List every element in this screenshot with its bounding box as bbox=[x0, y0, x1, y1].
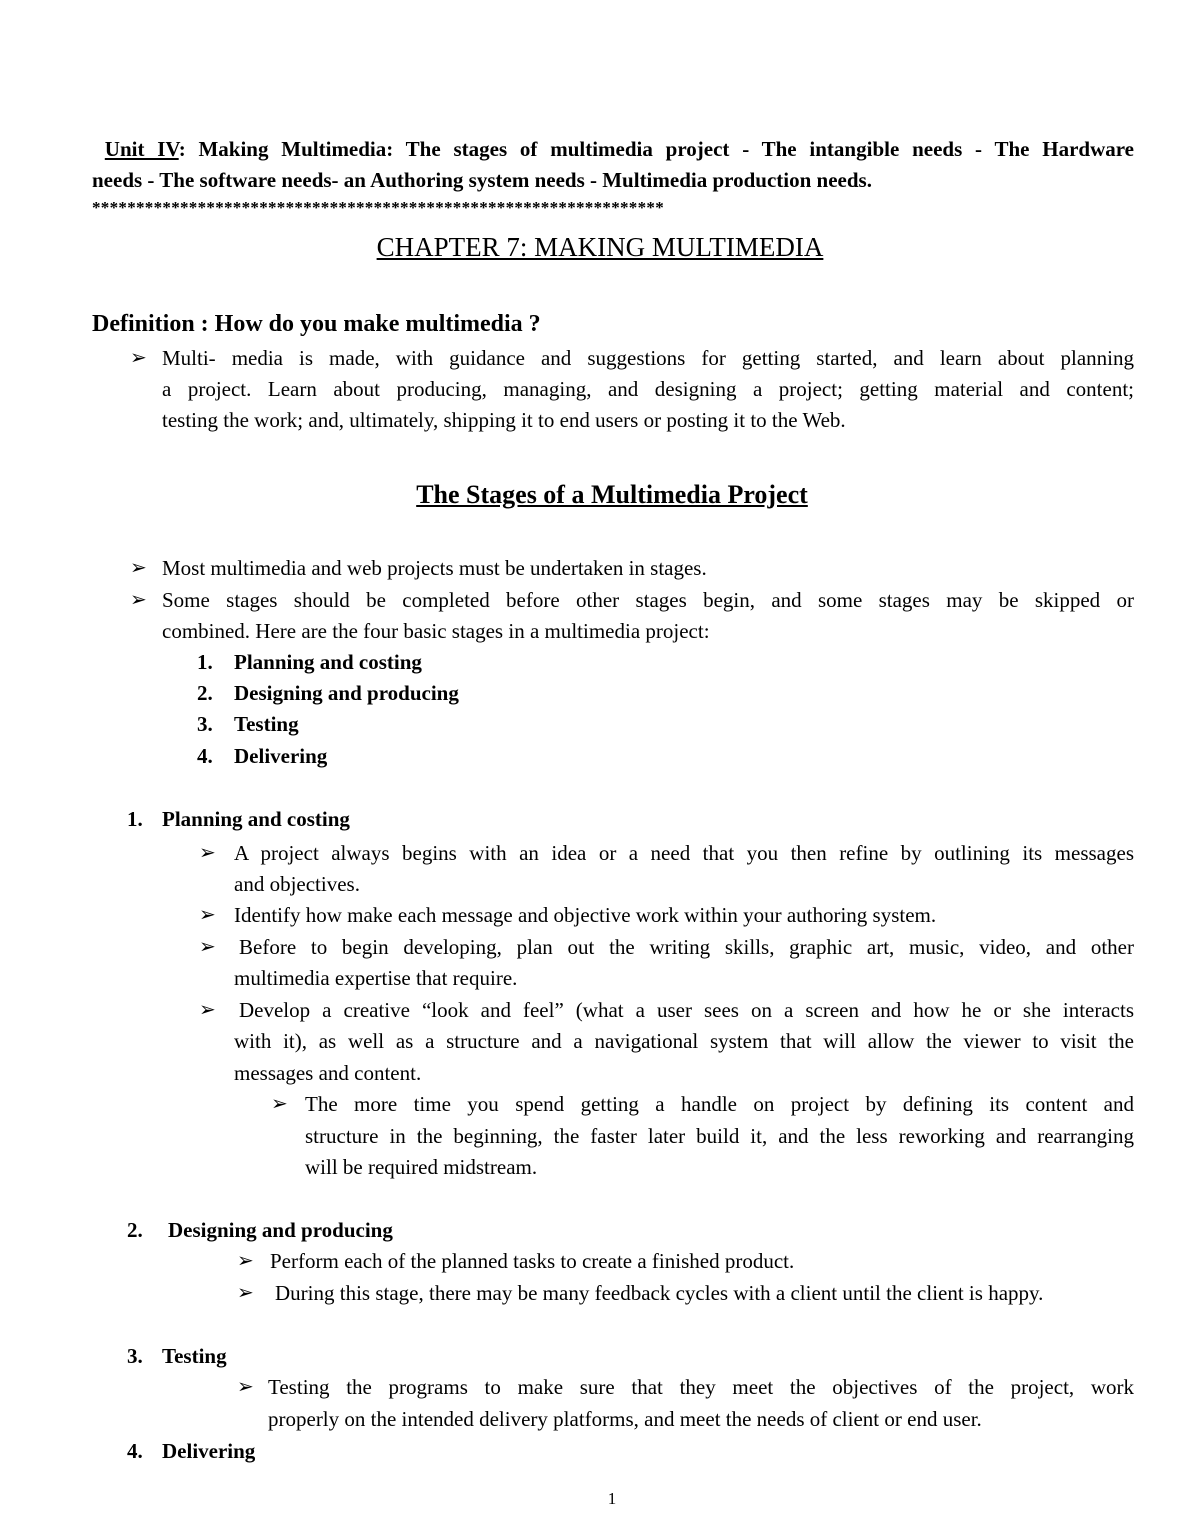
section-3-heading: Testing bbox=[162, 1344, 227, 1368]
section-2-number: 2. bbox=[127, 1218, 143, 1242]
unit-header-line-2: needs - The software needs- an Authoring system needs - Multimedia production needs. bbox=[92, 168, 872, 192]
definition-text-line-3: testing the work; and, ultimately, shipping it to end users or posting it to the Web. bbox=[162, 408, 846, 432]
bullet-arrow-icon: ➢ bbox=[237, 1376, 254, 1398]
star-divider: ***************************************************************** bbox=[92, 198, 664, 217]
intro-bullet-2-line-1: Some stages should be completed before other stages begin, and some stages may be skipped or bbox=[162, 588, 1134, 612]
stages-title: The Stages of a Multimedia Project bbox=[416, 480, 808, 509]
stage-list-number: 1. bbox=[197, 650, 213, 674]
section-1-bullet-3-line-1: Before to begin developing, plan out the writing skills, graphic art, music, video, and other bbox=[239, 935, 1134, 959]
intro-bullet-2-line-2: combined. Here are the four basic stages in a multimedia project: bbox=[162, 619, 710, 643]
section-2-bullet-2: During this stage, there may be many feedback cycles with a client until the client is happy. bbox=[275, 1281, 1044, 1305]
unit-topics-1: : Making Multimedia: The stages of multimedia project - The intangible needs - The Hardware bbox=[178, 137, 1134, 161]
section-1-bullet-2: Identify how make each message and objective work within your authoring system. bbox=[234, 903, 937, 927]
stage-list-number: 4. bbox=[197, 744, 213, 768]
bullet-arrow-icon: ➢ bbox=[199, 842, 216, 864]
definition-heading: Definition : How do you make multimedia ? bbox=[92, 311, 541, 337]
unit-label: Unit IV bbox=[104, 137, 179, 161]
bullet-arrow-icon: ➢ bbox=[199, 904, 216, 926]
stage-list-number: 3. bbox=[197, 712, 213, 736]
definition-text-line-1: Multi- media is made, with guidance and suggestions for getting started, and learn about planning bbox=[162, 346, 1134, 370]
section-3-number: 3. bbox=[127, 1344, 143, 1368]
section-1-number: 1. bbox=[127, 807, 143, 831]
section-1-bullet-4-line-2: with it), as well as a structure and a navigational system that will allow the viewer to visit the bbox=[234, 1029, 1134, 1053]
section-4-number: 4. bbox=[127, 1439, 143, 1463]
section-2-bullet-1: Perform each of the planned tasks to create a finished product. bbox=[270, 1249, 795, 1273]
section-2-heading: Designing and producing bbox=[168, 1218, 393, 1242]
section-1-bullet-1-line-2: and objectives. bbox=[234, 872, 360, 896]
section-1-bullet-1-line-1: A project always begins with an idea or a need that you then refine by outlining its messages bbox=[234, 841, 1134, 865]
stage-list-item: Delivering bbox=[234, 744, 328, 768]
stage-list-item: Designing and producing bbox=[234, 681, 459, 705]
bullet-arrow-icon: ➢ bbox=[130, 557, 147, 579]
section-4-heading: Delivering bbox=[162, 1439, 256, 1463]
bullet-arrow-icon: ➢ bbox=[199, 936, 216, 958]
bullet-arrow-icon: ➢ bbox=[271, 1093, 288, 1115]
section-1-bullet-4-line-1: Develop a creative “look and feel” (what a user sees on a screen and how he or she interacts bbox=[239, 998, 1134, 1022]
stage-list-item: Testing bbox=[234, 712, 299, 736]
bullet-arrow-icon: ➢ bbox=[130, 589, 147, 611]
section-1-sub-bullet-line-3: will be required midstream. bbox=[305, 1155, 538, 1179]
section-3-bullet-line-1: Testing the programs to make sure that they meet the objectives of the project, work bbox=[268, 1375, 1134, 1399]
bullet-arrow-icon: ➢ bbox=[130, 347, 147, 369]
section-1-sub-bullet-line-1: The more time you spend getting a handle on project by defining its content and bbox=[305, 1092, 1134, 1116]
chapter-title: CHAPTER 7: MAKING MULTIMEDIA bbox=[376, 232, 824, 262]
page-number: 1 bbox=[607, 1489, 617, 1508]
intro-bullet-1: Most multimedia and web projects must be undertaken in stages. bbox=[162, 556, 707, 580]
section-1-bullet-4-line-3: messages and content. bbox=[234, 1061, 422, 1085]
section-1-sub-bullet-line-2: structure in the beginning, the faster later build it, and the less reworking and rearranging bbox=[305, 1124, 1134, 1148]
bullet-arrow-icon: ➢ bbox=[199, 999, 216, 1021]
section-1-bullet-3-line-2: multimedia expertise that require. bbox=[234, 966, 518, 990]
section-3-bullet-line-2: properly on the intended delivery platforms, and meet the needs of client or end user. bbox=[268, 1407, 982, 1431]
unit-header-line-1 bbox=[92, 134, 1134, 165]
section-1-heading: Planning and costing bbox=[162, 807, 350, 831]
stage-list-item: Planning and costing bbox=[234, 650, 422, 674]
stage-list-number: 2. bbox=[197, 681, 213, 705]
bullet-arrow-icon: ➢ bbox=[237, 1282, 254, 1304]
definition-text-line-2: a project. Learn about producing, managing, and designing a project; getting material and content; bbox=[162, 377, 1134, 401]
bullet-arrow-icon: ➢ bbox=[237, 1250, 254, 1272]
